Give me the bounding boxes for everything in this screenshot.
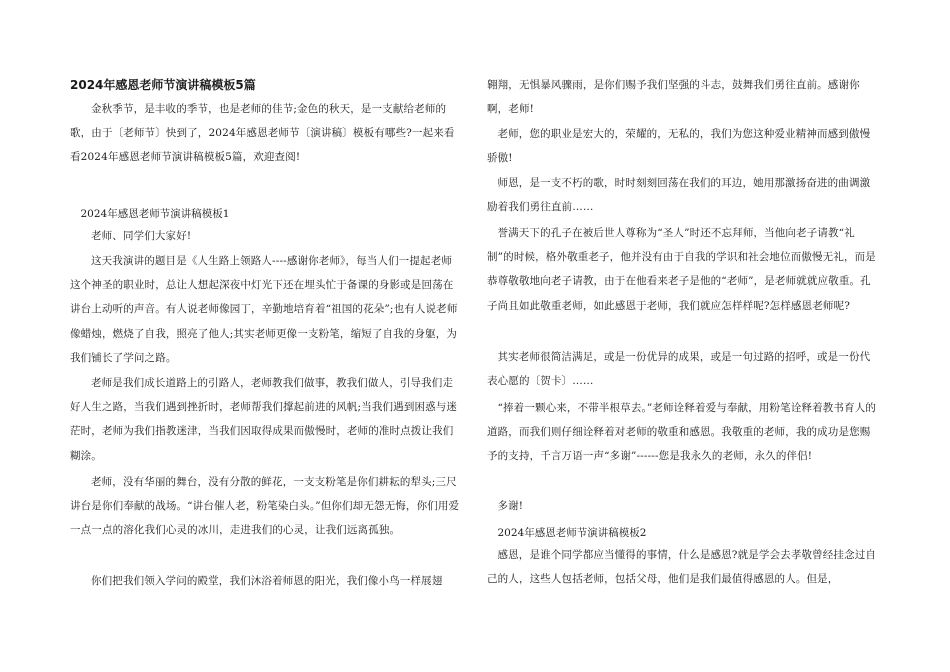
- greeting-paragraph: 老师、同学们大家好!: [91, 230, 192, 242]
- body-paragraph-6: 师恩，是一支不朽的歌，时时刻刻回荡在我们的耳边，她用那激扬奋进的曲调激励着我们勇往直前……: [487, 177, 871, 214]
- body-paragraph-5: 老师，您的职业是宏大的，荣耀的，无私的，我们为您这种爱业精神而感到傲慢骄傲!: [487, 128, 871, 165]
- body-paragraph-2: 老师是我们成长道路上的引路人，老师教我们做事，教我们做人，引导我们走好人生之路，当我们遇到挫折时，老师帮我们撑起前进的风帆;当我们遇到困惑与迷茫时，老师为我们指教迷津，当我们因取得成果而傲慢时，老师的准时点拨让我们糊涂。: [70, 377, 458, 462]
- body-paragraph-4: 你们把我们领入学问的殿堂，我们沐浴着师恩的阳光，我们像小鸟一样展翅: [91, 575, 443, 587]
- body-paragraph-8: 其实老师很简洁满足，或是一份优异的成果，或是一句过路的招呼，或是一份代表心愿的〔贺卡〕……: [487, 351, 871, 388]
- thanks-paragraph: 多谢!: [497, 500, 524, 512]
- body-paragraph-4-continued: 翱翔，无惧暴风骤雨，是你们赐予我们坚强的斗志，鼓舞我们勇往直前。感谢你啊，老师!: [487, 79, 860, 116]
- section-heading-2: 2024年感恩老师节演讲稿模板2: [497, 527, 647, 539]
- body-paragraph-7: 誉满天下的孔子在被后世人尊称为“圣人”时还不忘拜师，当他向老子请教“礼制”的时候，格外敬重老子，他并没有由于自我的学识和社会地位而傲慢无礼，而是恭尊敬敬地向老子请教，由于在他看来老子是他的“老师”，是老师就就应敬重。孔子尚且如此敬重老师，如此感恩于老师，我们就应怎样样呢?怎样感恩老师呢?: [487, 227, 876, 312]
- body-paragraph-1: 这天我演讲的题目是《人生路上领路人----感谢你老师》，每当人们一提起老师这个神圣的职业时，总让人想起深夜中灯光下还在埋头忙于备课的身影或是回荡在讲台上动听的声音。有人说老师像园丁，辛勤地培育着“祖国的花朵”;也有人说老师像蜡烛，燃烧了自我，照亮了他人;其实老师更像一支粉笔，缩短了自我的身躯，为我们铺长了学问之路。: [70, 255, 458, 364]
- body-paragraph-9: “捧着一颗心来，不带半根草去。”老师诠释着爱与奉献，用粉笔诠释着教书育人的道路，而我们则仔细诠释着对老师的敬重和感恩。我敬重的老师，我的成功是您赐予的支持，千言万语一声“多谢”------您是我永久的老师，永久的伴侣!: [487, 402, 877, 463]
- body-paragraph-3: 老师，没有华丽的舞台，没有分散的鲜花，一支支粉笔是你们耕耘的犁头;三尺讲台是你们奉献的战场。“讲台催人老，粉笔染白头。”但你们却无怨无悔，你们用爱一点一点的溶化我们心灵的冰川，走进我们的心灵，让我们远离孤独。: [70, 476, 460, 537]
- intro-paragraph: 金秋季节，是丰收的季节，也是老师的佳节;金色的秋天，是一支献给老师的歌，由于〔老师节〕快到了，2024年感恩老师节〔演讲稿〕模板有哪些?一起来看看2024年感恩老师节演讲稿模板5篇，欢迎查阅!: [70, 103, 455, 164]
- body-paragraph-10: 感恩，是谁个同学都应当懂得的事情，什么是感恩?就是学会去孝敬曾经挂念过自己的人，这些人包括老师，包括父母，他们是我们最值得感恩的人。但是，: [487, 549, 877, 586]
- document-title: 2024年感恩老师节演讲稿模板5篇: [70, 78, 256, 92]
- section-heading-1: 2024年感恩老师节演讲稿模板1: [80, 208, 230, 220]
